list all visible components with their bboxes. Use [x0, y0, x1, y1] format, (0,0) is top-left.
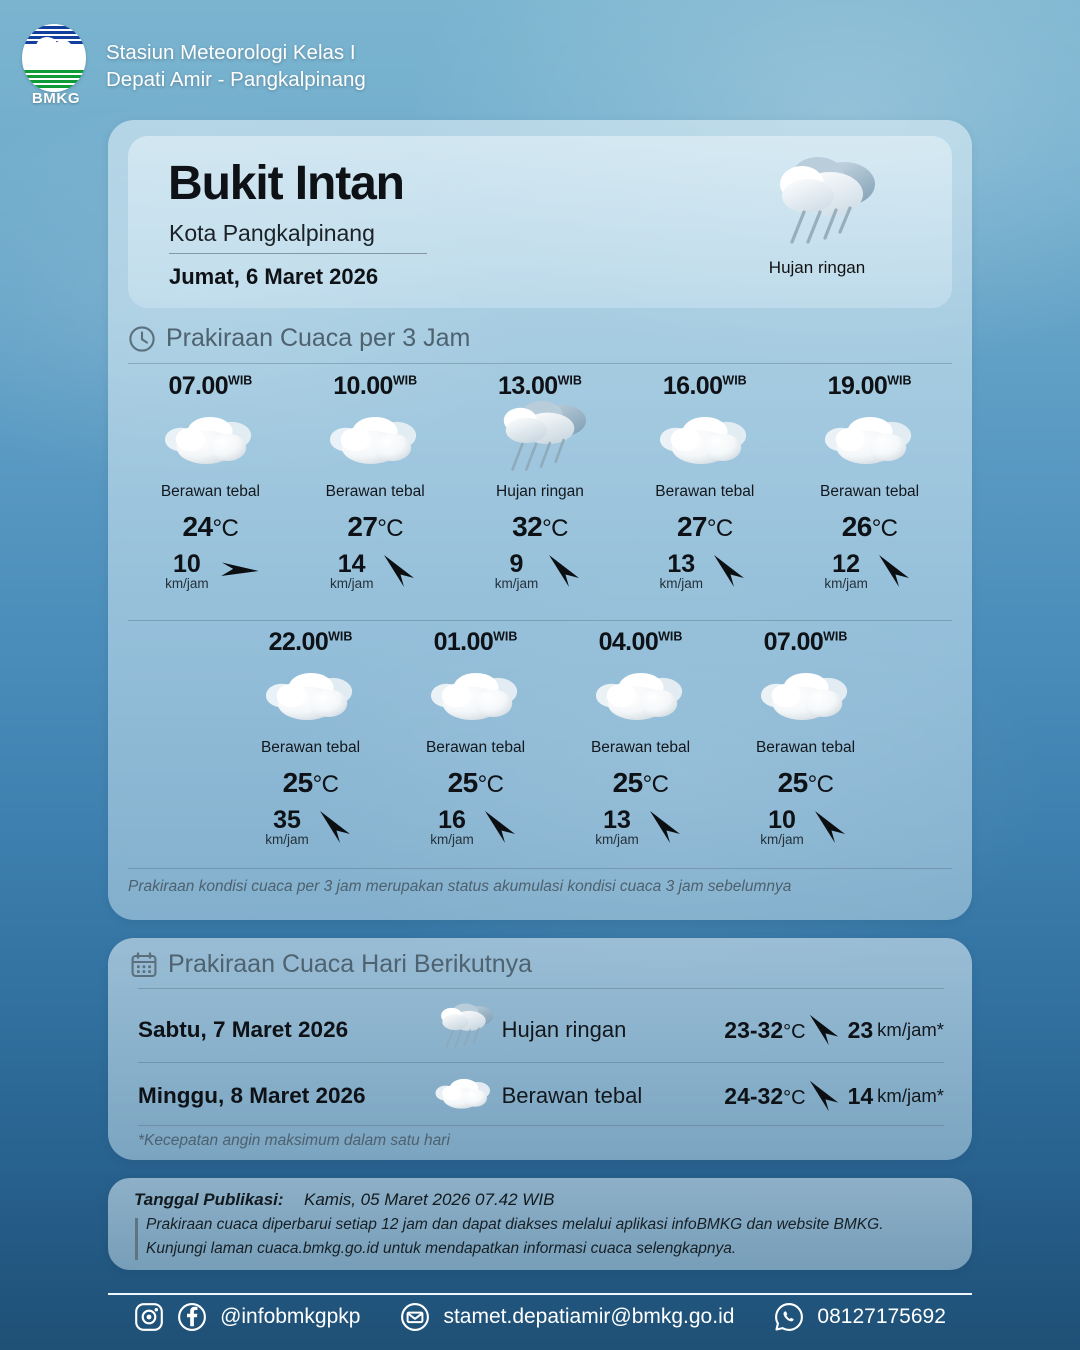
rain-icon-svg [752, 150, 882, 254]
hourly-wind-speed: 12 [832, 549, 860, 578]
publication-note-line1: Prakiraan cuaca diperbarui setiap 12 jam dan dapat diakses melalui aplikasi infoBMKG dan website BMKG. [146, 1216, 884, 1233]
hourly-condition: Hujan ringan [496, 483, 584, 500]
hourly-condition: Berawan tebal [590, 739, 691, 756]
cloudy-icon [393, 669, 558, 731]
hourly-time-suffix: WIB [557, 373, 582, 388]
hourly-time-suffix: WIB [887, 373, 912, 388]
hourly-wind-speed: 10 [172, 549, 201, 578]
forecast-date: Jumat, 6 Maret 2026 [169, 264, 379, 289]
hourly-time-suffix: WIB [658, 629, 683, 644]
cloudy-icon [427, 1077, 502, 1115]
publication-panel [108, 1178, 972, 1270]
next-day-wind-speed: 23 [847, 1016, 874, 1043]
next-day-wind [806, 1077, 944, 1115]
cloudy-icon [228, 669, 393, 731]
cloudy-icon [128, 413, 293, 475]
rain-icon [752, 150, 882, 254]
hourly-wind [293, 551, 458, 591]
bmkg-logo-globe [22, 24, 86, 92]
hourly-temperature: 24°C [182, 511, 239, 542]
phone-text: 08127175692 [817, 1305, 946, 1328]
hourly-condition: Berawan tebal [820, 483, 920, 500]
rain-icon-svg [433, 1001, 495, 1060]
station-name-line2: Depati Amir - Pangkalpinang [106, 68, 366, 91]
cloudy-icon-svg [427, 670, 525, 731]
cloudy-icon-svg [326, 414, 424, 475]
next-days-section-title: Prakiraan Cuaca Hari Berikutnya [168, 950, 533, 978]
next-day-wind-unit: km/jam* [877, 1085, 944, 1106]
hourly-wind-unit: km/jam [760, 832, 804, 847]
publication-accent-bar [135, 1218, 138, 1260]
whatsapp-icon[interactable] [774, 1302, 804, 1332]
next-day-row [138, 1062, 944, 1130]
hourly-condition: Berawan tebal [325, 483, 425, 500]
footer-contacts [0, 1302, 1080, 1332]
current-condition-label: Hujan ringan [768, 258, 866, 277]
footer-divider [108, 1293, 972, 1295]
wind-direction-icon [710, 551, 750, 591]
hourly-condition: Berawan tebal [655, 483, 755, 500]
hourly-condition: Berawan tebal [260, 739, 361, 756]
hourly-condition: Berawan tebal [160, 483, 260, 500]
wind-direction-icon [646, 807, 686, 847]
hourly-wind-unit: km/jam [659, 576, 704, 591]
next-days-bottom-divider [138, 1125, 944, 1126]
region-label: Kota Pangkalpinang [169, 220, 375, 246]
hourly-wind [723, 807, 888, 847]
hourly-wind-unit: km/jam [430, 832, 474, 847]
next-day-condition: Hujan ringan [501, 1017, 627, 1042]
hourly-time: $22.00^{WIB}$ [268, 628, 353, 656]
wind-direction-icon [806, 1011, 844, 1049]
hourly-row-1 [128, 372, 952, 591]
instagram-icon[interactable] [134, 1302, 164, 1332]
location-title-card [128, 136, 952, 308]
cloudy-icon [622, 413, 787, 475]
facebook-icon[interactable] [177, 1302, 207, 1332]
cloudy-icon [558, 669, 723, 731]
hourly-temperature: 25°C [282, 767, 339, 798]
wind-direction-icon [481, 807, 521, 847]
page-title: Bukit Intan [168, 157, 404, 210]
hourly-cell [393, 628, 558, 847]
next-day-temperature: 23-32°C [724, 1016, 806, 1043]
cloudy-icon-svg [262, 670, 360, 731]
hourly-time: $04.00^{WIB}$ [598, 628, 683, 656]
hourly-wind-speed: 10 [768, 805, 796, 834]
hourly-wind [458, 551, 623, 591]
next-day-date: Minggu, 8 Maret 2026 [138, 1083, 366, 1108]
next-day-wind-speed: 14 [847, 1082, 874, 1109]
hourly-header-divider [128, 363, 952, 364]
hourly-note: Prakiraan kondisi cuaca per 3 jam merupakan status akumulasi kondisi cuaca 3 jam sebelumnya [128, 878, 792, 895]
hourly-wind [787, 551, 952, 591]
hourly-cell [128, 372, 293, 591]
hourly-wind-speed: 9 [509, 549, 524, 578]
hourly-cell [458, 372, 623, 591]
hourly-time: $10.00^{WIB}$ [333, 372, 418, 400]
hourly-temperature: 27°C [676, 511, 733, 542]
cloudy-icon-svg [757, 670, 855, 731]
cloudy-icon-svg [433, 1077, 495, 1115]
hourly-time-suffix: WIB [392, 373, 418, 388]
hourly-time: $16.00^{WIB}$ [662, 372, 747, 400]
hourly-wind [393, 807, 558, 847]
hourly-wind-unit: km/jam [595, 832, 639, 847]
hourly-wind-unit: km/jam [165, 576, 209, 591]
email-text: stamet.depatiamir@bmkg.go.id [443, 1305, 735, 1328]
next-day-condition: Berawan tebal [501, 1083, 643, 1108]
cloudy-icon [723, 669, 888, 731]
publication-note-line2: Kunjungi laman cuaca.bmkg.go.id untuk mendapatkan informasi cuaca selengkapnya. [146, 1240, 737, 1257]
next-day-temperature: 24-32°C [724, 1082, 806, 1109]
cloudy-icon-svg [161, 414, 259, 475]
bmkg-logo-text: BMKG [31, 90, 81, 107]
wind-direction-icon [316, 807, 356, 847]
hourly-note-divider [128, 868, 952, 869]
current-condition [752, 150, 882, 278]
hourly-cell [293, 372, 458, 591]
hourly-condition: Berawan tebal [425, 739, 526, 756]
hourly-time: $19.00^{WIB}$ [827, 372, 912, 400]
hourly-wind-unit: km/jam [265, 832, 309, 847]
hourly-row-2 [228, 628, 888, 847]
next-days-section-header [130, 950, 532, 979]
cloudy-icon [787, 413, 952, 475]
hourly-temperature: 25°C [612, 767, 669, 798]
next-day-wind-unit: km/jam* [877, 1019, 944, 1040]
rain-icon-svg [491, 397, 589, 490]
cloudy-icon-svg [821, 414, 919, 475]
next-days-note: *Kecepatan angin maksimum dalam satu hari [138, 1132, 450, 1149]
hourly-time-suffix: WIB [823, 629, 848, 644]
hourly-row-divider [128, 620, 952, 621]
next-days-panel [108, 938, 972, 1160]
hourly-wind [622, 551, 787, 591]
wind-direction-icon [811, 807, 851, 847]
publication-date: Kamis, 05 Maret 2026 07.42 WIB [304, 1190, 555, 1209]
rain-icon [458, 413, 623, 475]
hourly-temperature: 32°C [512, 511, 568, 542]
hourly-wind-speed: 14 [337, 549, 366, 578]
hourly-temperature: 25°C [447, 767, 504, 798]
hourly-section-header [128, 324, 470, 353]
hourly-wind-unit: km/jam [494, 576, 539, 591]
hourly-cell [622, 372, 787, 591]
next-days-header-divider [138, 988, 944, 989]
hourly-temperature: 25°C [777, 767, 834, 798]
hourly-temperature: 27°C [347, 511, 404, 542]
next-day-date: Sabtu, 7 Maret 2026 [138, 1017, 349, 1042]
hourly-cell [723, 628, 888, 847]
wind-direction-icon [806, 1077, 844, 1115]
publication-label: Tanggal Publikasi: [134, 1190, 284, 1209]
hourly-time-suffix: WIB [328, 629, 353, 644]
hourly-wind-speed: 35 [273, 805, 301, 834]
hourly-time: $01.00^{WIB}$ [433, 628, 518, 656]
bmkg-logo [22, 24, 90, 108]
hourly-cell [558, 628, 723, 847]
wind-direction-icon [207, 543, 264, 600]
hourly-section-title: Prakiraan Cuaca per 3 Jam [166, 324, 471, 352]
station-name-line1: Stasiun Meteorologi Kelas I [106, 40, 356, 64]
hourly-condition: Berawan tebal [755, 739, 856, 756]
hourly-wind-speed: 16 [438, 805, 466, 834]
hourly-cell [787, 372, 952, 591]
wind-direction-icon [545, 551, 585, 591]
brand-header [22, 24, 366, 108]
wind-direction-icon [380, 551, 420, 591]
station-name [106, 39, 366, 94]
email-icon[interactable] [400, 1302, 430, 1332]
hourly-wind-speed: 13 [603, 805, 631, 834]
cloudy-icon [293, 413, 458, 475]
hourly-time: $07.00^{WIB}$ [168, 372, 253, 400]
hourly-time: $13.00^{WIB}$ [498, 372, 582, 400]
hourly-time-suffix: WIB [228, 373, 253, 388]
hourly-wind [128, 551, 293, 591]
rain-icon [427, 1001, 502, 1060]
hourly-wind [558, 807, 723, 847]
social-handle: @infobmkgpkp [220, 1305, 361, 1328]
hourly-wind-unit: km/jam [329, 576, 374, 591]
cloudy-icon-svg [656, 414, 754, 475]
wind-direction-icon [875, 551, 915, 591]
hourly-time-suffix: WIB [722, 373, 747, 388]
hourly-wind-speed: 13 [667, 549, 696, 578]
hourly-time: $07.00^{WIB}$ [763, 628, 848, 656]
hourly-forecast-panel [108, 120, 972, 920]
hourly-wind [228, 807, 393, 847]
hourly-cell [228, 628, 393, 847]
hourly-temperature: 26°C [841, 511, 898, 542]
cloudy-icon-svg [592, 670, 690, 731]
clock-icon [128, 325, 156, 353]
next-day-row [138, 996, 944, 1064]
hourly-wind-unit: km/jam [824, 576, 868, 591]
next-day-wind [806, 1011, 944, 1049]
title-divider [169, 253, 427, 254]
calendar-icon [130, 951, 158, 979]
hourly-time-suffix: WIB [493, 629, 518, 644]
